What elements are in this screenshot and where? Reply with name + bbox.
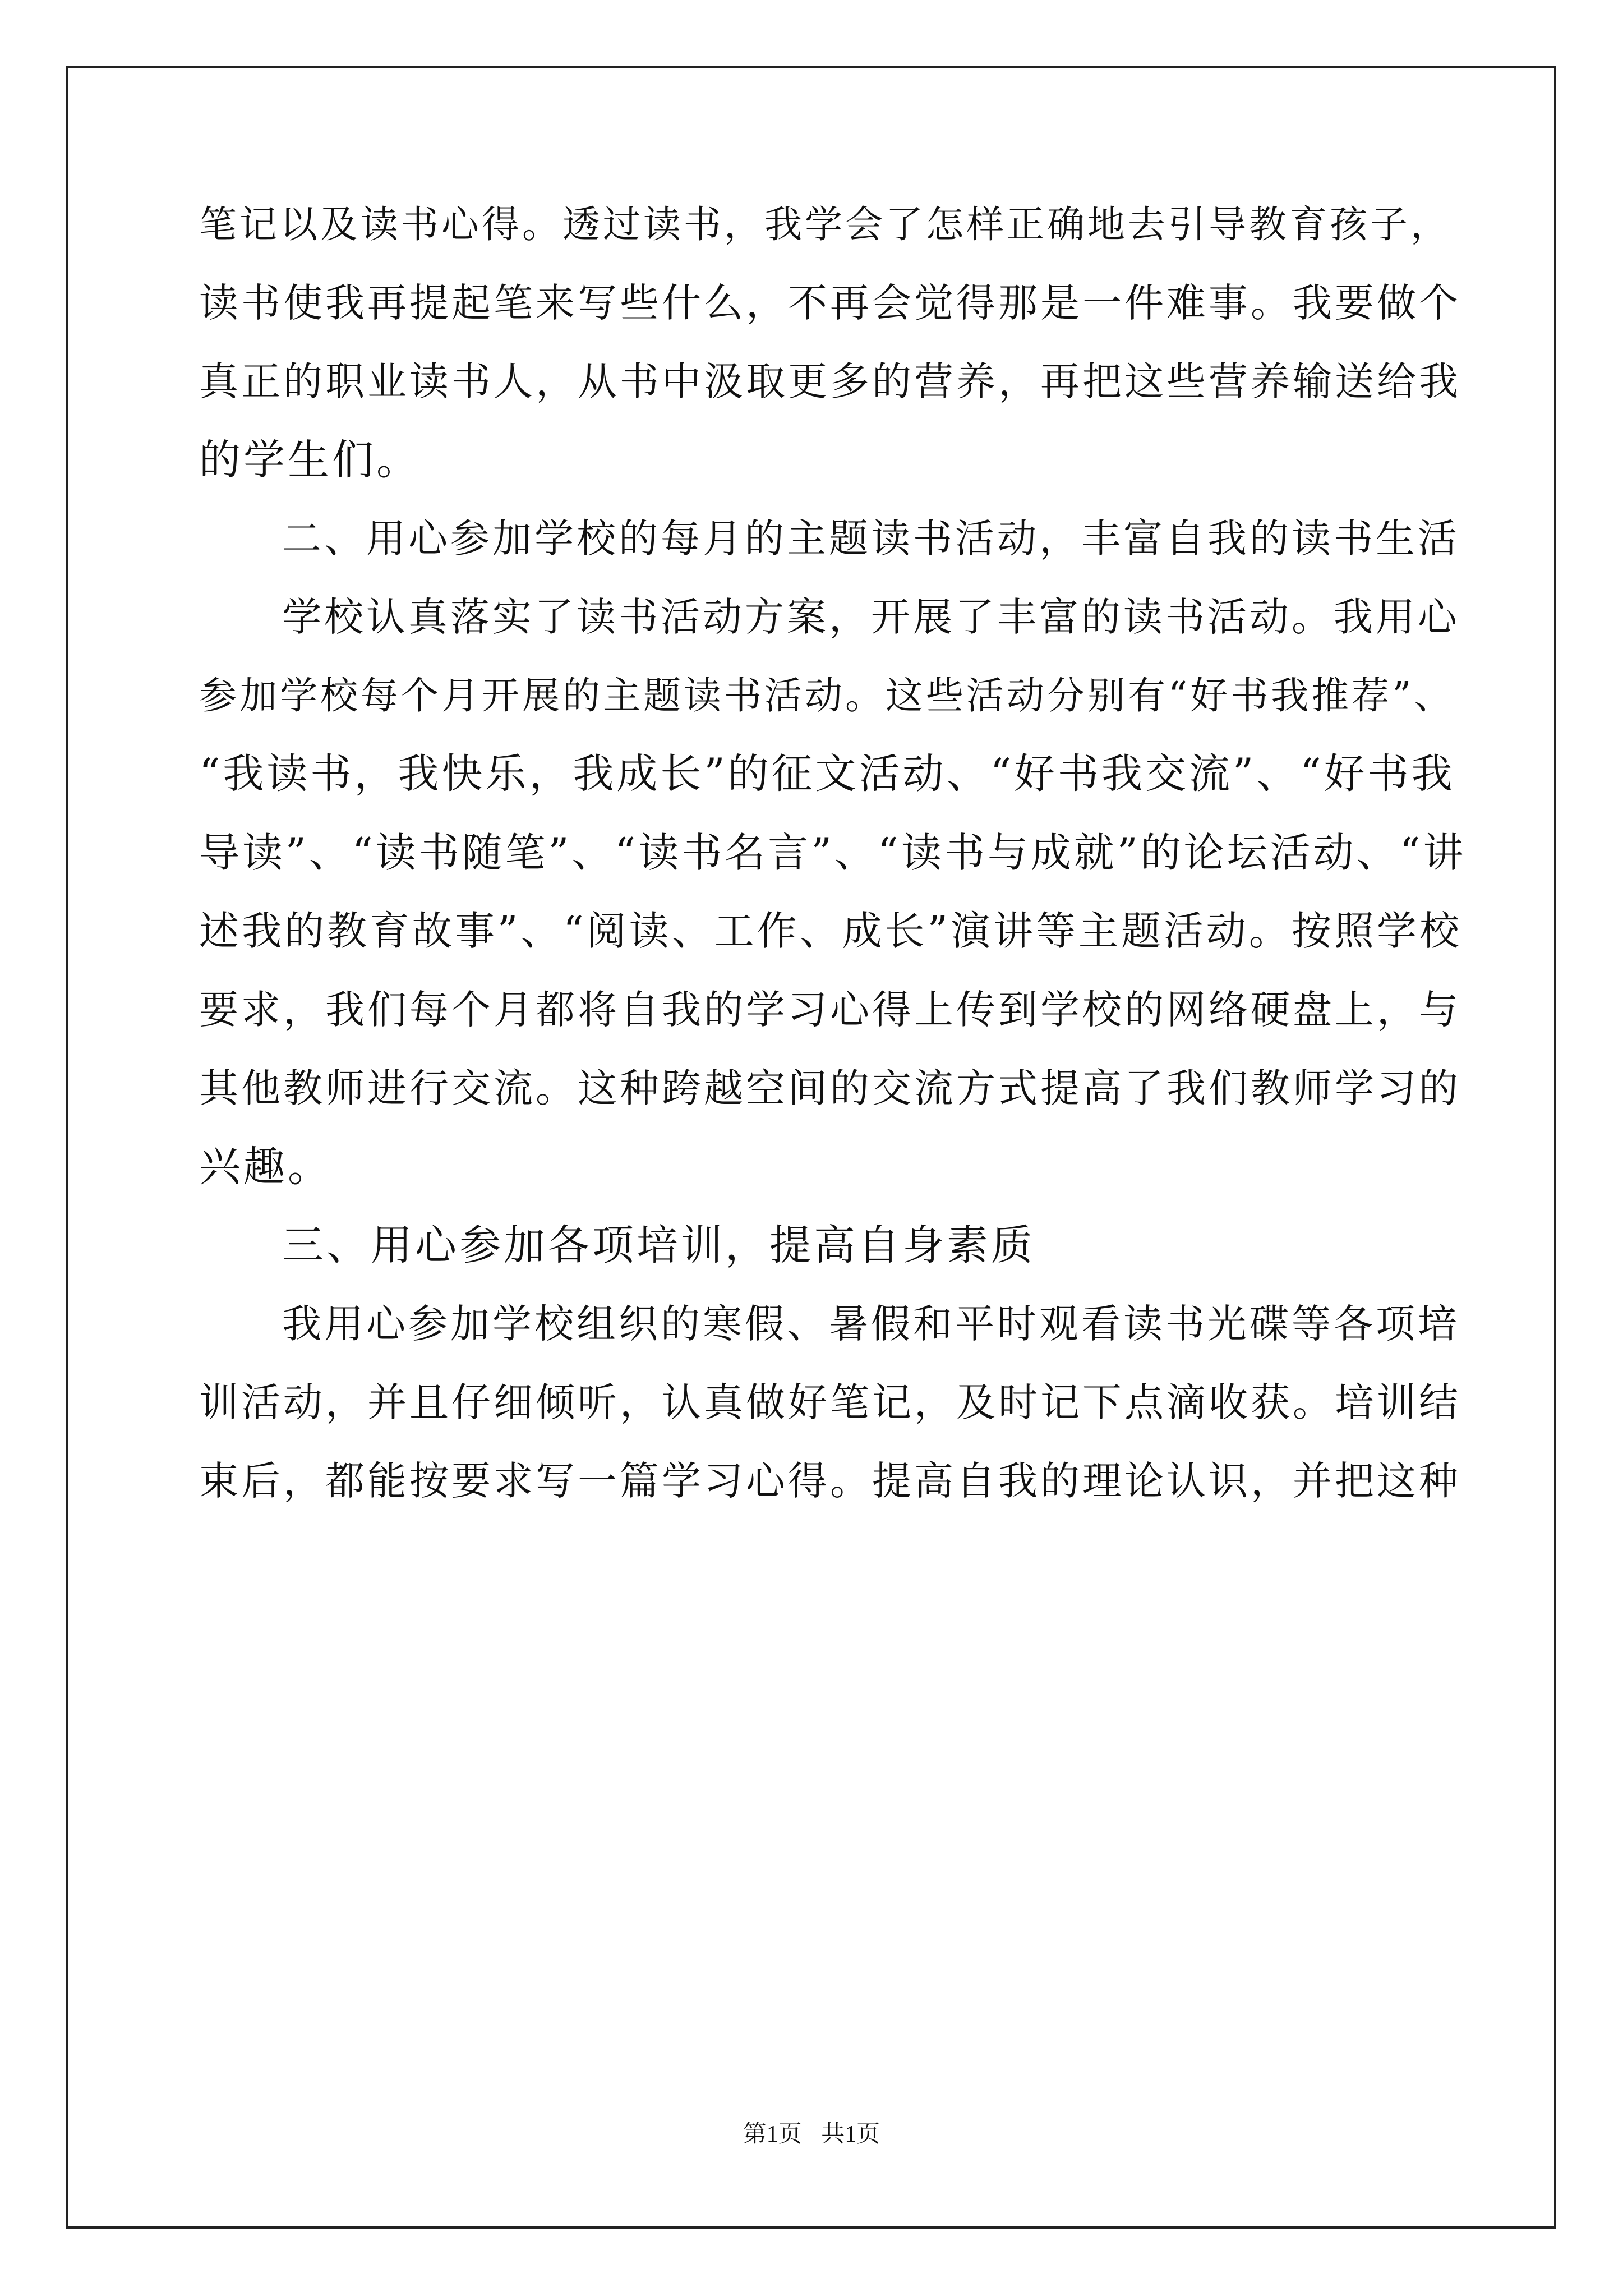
- text-line: 束后，都能按要求写一篇学习心得。提高自我的理论认识，并把这种: [199, 1458, 1461, 1504]
- text-line: 三、用心参加各项培训，提高自身素质: [282, 1221, 1035, 1269]
- text-line: 导读”、“读书随笔”、“读书名言”、“读书与成就”的论坛活动、“讲: [199, 829, 1467, 876]
- text-line: 的学生们。: [199, 436, 421, 484]
- text-line: 我用心参加学校组织的寒假、暑假和平时观看读书光碟等各项培: [282, 1301, 1460, 1347]
- text-line: 笔记以及读书心得。透过读书，我学会了怎样正确地去引导教育孩子，: [199, 203, 1451, 246]
- page-number: 第1页: [743, 2122, 802, 2147]
- page-footer: [0, 2118, 1623, 2151]
- text-line: 其他教师进行交流。这种跨越空间的交流方式提高了我们教师学习的: [199, 1065, 1461, 1111]
- text-line: 学校认真落实了读书活动方案，开展了丰富的读书活动。我用心: [282, 594, 1460, 640]
- text-line: 真正的职业读书人，从书中汲取更多的营养，再把这些营养输送给我: [199, 358, 1461, 404]
- text-line: “我读书，我快乐，我成长”的征文活动、“好书我交流”、“好书我: [199, 750, 1455, 798]
- text-line: 读书使我再提起笔来写些什么，不再会觉得那是一件难事。我要做个: [199, 280, 1461, 326]
- text-line: 兴趣。: [199, 1143, 332, 1191]
- text-line: 述我的教育故事”、“阅读、工作、成长”演讲等主题活动。按照学校: [199, 908, 1462, 954]
- text-line: 训活动，并且仔细倾听，认真做好笔记，及时记下点滴收获。培训结: [199, 1379, 1461, 1425]
- page-total: 共1页: [821, 2122, 880, 2147]
- text-line: 要求，我们每个月都将自我的学习心得上传到学校的网络硬盘上，与: [199, 987, 1461, 1033]
- text-line: 参加学校每个月开展的主题读书活动。这些活动分别有“好书我推荐”、: [199, 674, 1455, 717]
- text-line: 二、用心参加学校的每月的主题读书活动，丰富自我的读书生活: [282, 516, 1460, 562]
